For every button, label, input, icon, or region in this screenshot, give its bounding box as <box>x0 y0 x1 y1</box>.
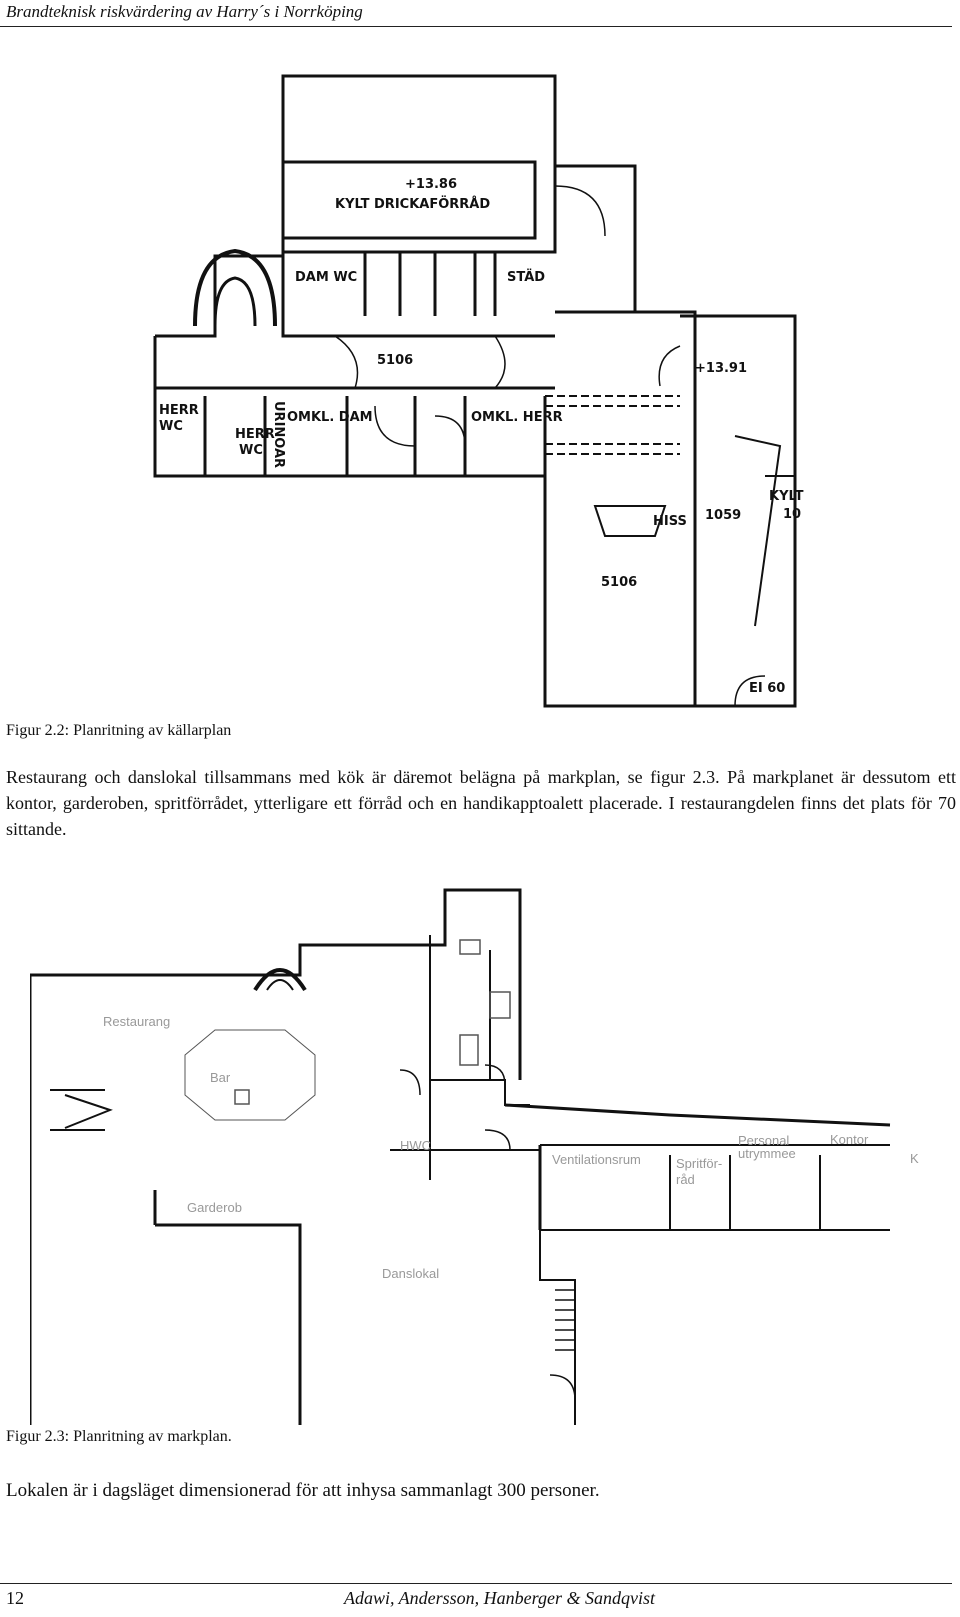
label-dam-wc: DAM WC <box>295 270 358 285</box>
figure-2-2-caption: Figur 2.2: Planritning av källarplan <box>6 722 232 739</box>
basement-plan-drawing <box>135 66 825 718</box>
label-kontor: Kontor <box>830 1132 869 1147</box>
page-header <box>0 0 952 27</box>
ground-plan-drawing <box>30 880 930 1425</box>
label-herr-wc-2b: WC <box>239 443 263 458</box>
page-number: 12 <box>6 1588 24 1608</box>
footer-rule <box>0 1583 952 1584</box>
label-k: K <box>910 1151 919 1166</box>
paragraph-markplan: Restaurang och danslokal tillsammans med kök är däremot belägna på markplan, se figur 2.3. På markplanet är dessutom ett kontor, garderoben, spritförrådet, ytterligare ett förråd och en handikapptoalett placerade. I restaurangdelen finns det plats för 70 sittande. <box>6 767 956 839</box>
figure-2-3-caption: Figur 2.3: Planritning av markplan. <box>6 1428 232 1445</box>
label-kylt-drickaforrad: KYLT DRICKAFÖRRÅD <box>335 197 491 212</box>
label-hwc: HWC <box>400 1138 432 1153</box>
footer-authors: Adawi, Andersson, Hanberger & Sandqvist <box>344 1588 655 1608</box>
label-danslokal: Danslokal <box>382 1266 440 1281</box>
label-herr-wc-1b: WC <box>159 419 183 434</box>
label-ei60: EI 60 <box>749 681 786 696</box>
label-5106-lower: 5106 <box>601 575 638 590</box>
label-restaurang: Restaurang <box>103 1014 171 1029</box>
label-spritforrad-1: Spritför- <box>676 1156 723 1171</box>
basement-floor-plan <box>135 66 825 718</box>
header-title: Brandteknisk riskvärdering av Harry´s i Norrköping <box>6 2 363 21</box>
label-spritforrad-2: råd <box>676 1172 695 1187</box>
label-omkl-dam: OMKL. DAM <box>287 410 373 425</box>
label-bar: Bar <box>210 1070 231 1085</box>
label-omkl-herr: OMKL. HERR <box>471 410 563 425</box>
label-garderob: Garderob <box>187 1200 242 1215</box>
label-level-2: +13.91 <box>695 361 748 376</box>
label-herr-wc-2a: HERR <box>235 427 275 442</box>
label-kylt-right: KYLT <box>769 489 804 504</box>
ground-floor-plan <box>30 880 930 1425</box>
label-5106-upper: 5106 <box>377 353 414 368</box>
label-stad: STÄD <box>507 270 546 285</box>
label-herr-wc-1a: HERR <box>159 403 199 418</box>
label-ventilationsrum: Ventilationsrum <box>552 1152 641 1167</box>
label-kylt-right-number: 10 <box>783 507 802 522</box>
paragraph-capacity: Lokalen är i dagsläget dimensionerad för att inhysa sammanlagt 300 personer. <box>6 1480 600 1501</box>
label-personal-2: utrymmee <box>738 1146 796 1161</box>
label-urinoar: URINOAR <box>271 401 286 469</box>
label-level-1: +13.86 <box>405 177 458 192</box>
label-hiss: HISS <box>653 514 687 529</box>
label-1059: 1059 <box>705 508 742 523</box>
label-personal-1: Personal <box>738 1133 790 1148</box>
